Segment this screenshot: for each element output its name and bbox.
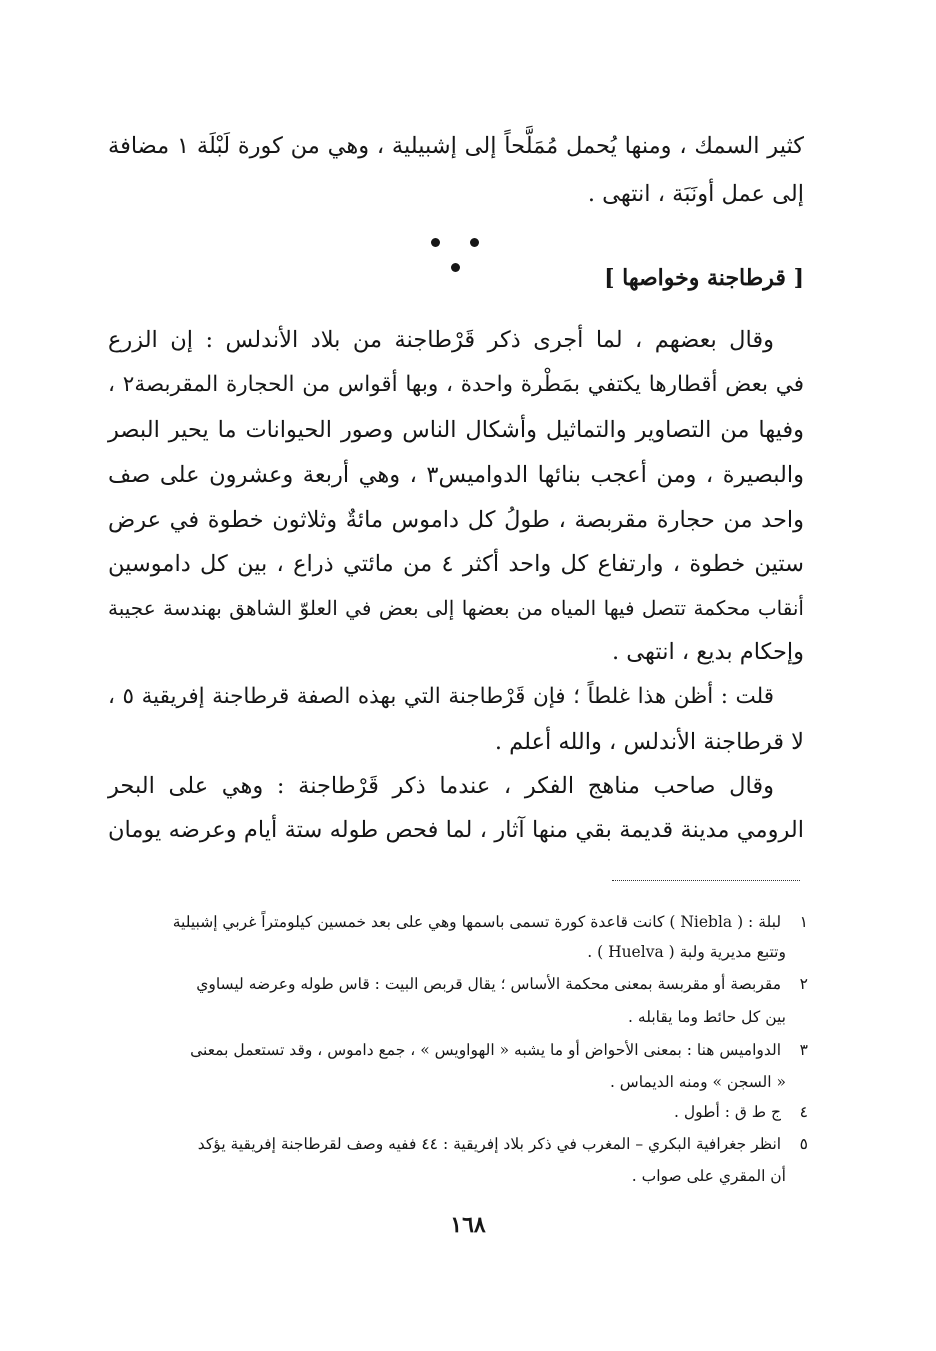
footnote-divider [612, 880, 800, 881]
paragraph-line: ستين خطوة ، وارتفاع كل واحد أكثر ٤ من مائتي ذراع ، بين كل داموسين [108, 551, 804, 577]
footnote-2 [108, 970, 808, 998]
footnote-number: ٤ [799, 1103, 808, 1121]
footnote-3 [108, 1036, 808, 1064]
footnote-continuation: وتتبع مديرية ولبة ( Huelva ) . [587, 943, 786, 961]
paragraph-line: وفيها من التصاوير والتماثيل وأشكال الناس وصور الحيوانات ما يحير البصر [108, 417, 804, 443]
paragraph-line: لا قرطاجنة الأندلس ، والله أعلم . [494, 729, 804, 755]
footnote-number: ٥ [799, 1135, 808, 1153]
paragraph-line: أنقاب محكمة تتصل فيها المياه من بعضها إلى بعض في العلوّ الشاهق بهندسة عجيبة [108, 596, 804, 620]
paragraph-line: والبصيرة ، ومن أعجب بنائها الدواميس٣ ، وهي أربعة وعشرون على صف [108, 462, 804, 488]
footnote-text: لبلة : ( Niebla ) كانت قاعدة كورة تسمى باسمها وهي على بعد خمسين كيلومتراً غربي إشبيلية [172, 913, 782, 931]
footnote-1 [108, 908, 808, 936]
footnote-text: مقربصة أو مقربسة بمعنى محكمة الأساس ؛ يقال قربص البيت : قاس طوله وعرضه ليساوي [196, 975, 782, 993]
paragraph-line: وإحكام بديع ، انتهى . [612, 639, 804, 665]
footnote-text: ج ط ق : أطول . [674, 1103, 782, 1121]
section-separator [400, 228, 510, 278]
footnote-text: انظر جغرافية البكري – المغرب في ذكر بلاد إفريقية : ٤٤ ففيه وصف لقرطاجنة إفريقية يؤكد [197, 1135, 782, 1153]
page-number: ١٦٨ [450, 1212, 486, 1238]
paragraph-line: الرومي مدينة قديمة بقي منها آثار ، لما فحص طوله ستة أيام وعرضه يومان [108, 817, 804, 843]
footnote-continuation: أن المقري على صواب . [631, 1167, 786, 1185]
footnote-continuation: بين كل حائط وما يقابله . [628, 1008, 786, 1026]
body-line: كثير السمك ، ومنها يُحمل مُمَلَّحاً إلى إشبيلية ، وهي من كورة لَبْلَة ١ مضافة [108, 133, 805, 159]
footnote-text: الدواميس هنا : بمعنى الأحواض أو ما يشبه « الهواويس » ، جمع داموس ، وقد تستعمل بمعنى [190, 1041, 782, 1059]
separator-dot [470, 238, 479, 247]
separator-dot [451, 263, 460, 272]
paragraph-line: في بعض أقطارها يكتفي بمَطْرة واحدة ، وبها أقواس من الحجارة المقربصة٢ ، [108, 372, 804, 397]
paragraph-line: واحد من حجارة مقربصة ، طولُ كل داموس مائةٌ وثلاثون خطوة في عرض [108, 507, 804, 533]
paragraph-line: وقال بعضهم ، لما أجرى ذكر قَرْطاجنة من بلاد الأندلس : إن الزرع [108, 327, 774, 353]
footnote-5 [108, 1130, 808, 1158]
footnote-number: ١ [799, 913, 808, 931]
body-line: إلى عمل أونَبَة ، انتهى . [587, 181, 804, 207]
paragraph-line: وقال صاحب مناهج الفكر ، عندما ذكر قَرْطاجنة : وهي على البحر [108, 773, 774, 799]
footnote-number: ٣ [799, 1041, 808, 1059]
footnote-4 [108, 1098, 808, 1126]
paragraph-line: قلت : أظن هذا غلطاً ؛ فإن قَرْطاجنة التي بهذه الصفة قرطاجنة إفريقية ٥ ، [108, 684, 774, 709]
footnote-number: ٢ [799, 975, 808, 993]
footnote-continuation: « السجن » ومنه الديماس . [609, 1073, 786, 1091]
section-heading: [ قرطاجنة وخواصها ] [604, 265, 804, 291]
separator-dot [431, 238, 440, 247]
